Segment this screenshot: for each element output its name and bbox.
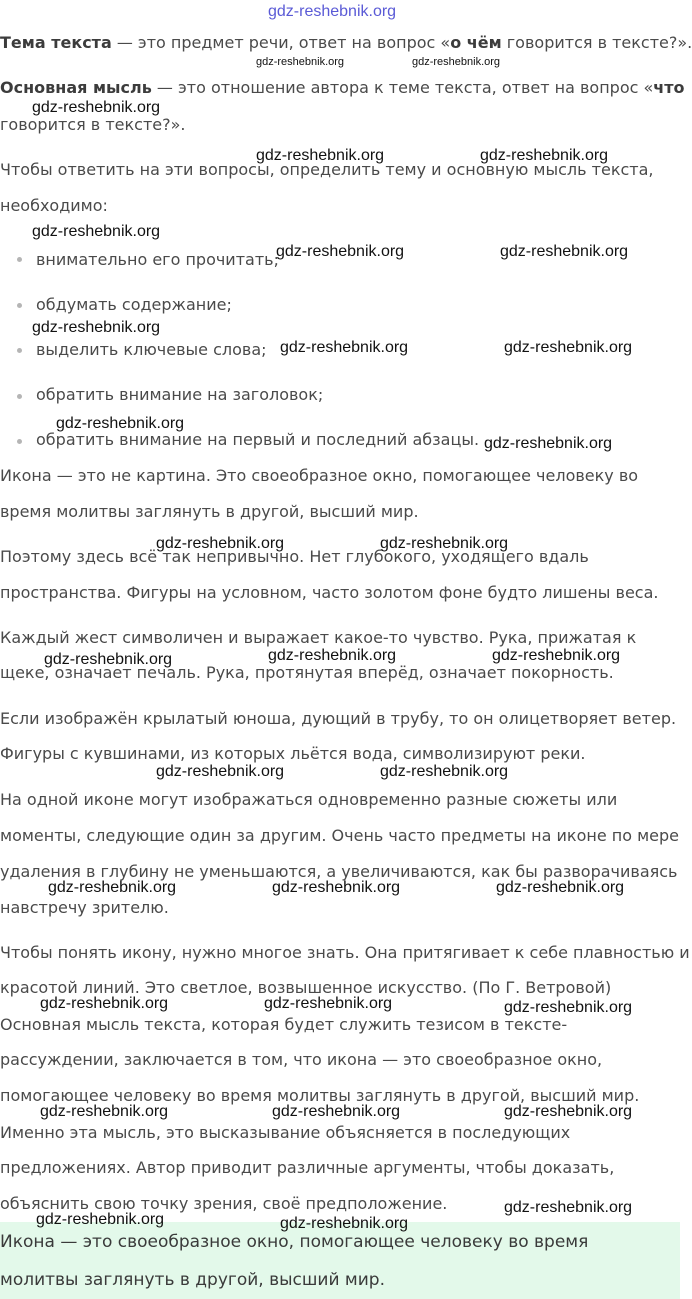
watermark: gdz-reshebnik.org: [268, 647, 397, 664]
text-line: Если изображён крылатый юноша, дующий в трубу, то он олицетворяет ветер.: [0, 709, 677, 728]
watermark: gdz-reshebnik.org: [272, 1103, 401, 1120]
watermark: gdz-reshebnik.org: [40, 1103, 169, 1120]
watermark: gdz-reshebnik.org: [504, 1199, 633, 1216]
watermark: gdz-reshebnik.org: [280, 1215, 409, 1232]
bullet-icon: [17, 257, 22, 262]
watermark: gdz-reshebnik.org: [492, 647, 621, 664]
intro-line: необходимо:: [0, 196, 108, 215]
watermark: gdz-reshebnik.org: [44, 651, 173, 668]
text-line: Каждый жест символичен и выражает какое-то чувство. Рука, прижатая к: [0, 628, 637, 647]
watermark: gdz-reshebnik.org: [276, 243, 405, 260]
analysis-line: Именно эта мысль, это высказывание объясняется в последующих: [0, 1123, 571, 1142]
topic-question: о чём: [450, 33, 502, 52]
bullet-icon: [17, 439, 22, 444]
watermark: gdz-reshebnik.org: [56, 415, 185, 432]
watermark: gdz-reshebnik.org: [504, 1103, 633, 1120]
watermark: gdz-reshebnik.org: [268, 3, 397, 20]
watermark: gdz-reshebnik.org: [32, 223, 161, 240]
list-item: внимательно его прочитать;: [36, 250, 279, 269]
watermark: gdz-reshebnik.org: [156, 535, 285, 552]
watermark: gdz-reshebnik.org: [40, 995, 169, 1012]
analysis-line: предложениях. Автор приводит различные аргументы, чтобы доказать,: [0, 1158, 615, 1177]
watermark: gdz-reshebnik.org: [32, 99, 161, 116]
text-line: удаления в глубину не уменьшаются, а увеличиваются, как бы разворачиваясь: [0, 862, 678, 881]
intro-line: Чтобы ответить на эти вопросы, определить тему и основную мысль текста,: [0, 160, 654, 179]
watermark: gdz-reshebnik.org: [256, 147, 385, 164]
text-line: На одной иконе могут изображаться одновременно разные сюжеты или: [0, 790, 618, 809]
text-line: пространства. Фигуры на условном, часто золотом фоне будто лишены веса.: [0, 583, 659, 602]
watermark: gdz-reshebnik.org: [272, 879, 401, 896]
text-line: Фигуры с кувшинами, из которых льётся вода, символизируют реки.: [0, 744, 586, 763]
watermark: gdz-reshebnik.org: [32, 319, 161, 336]
analysis-line: рассуждении, заключается в том, что икона — это своеобразное окно,: [0, 1050, 603, 1069]
watermark: gdz-reshebnik.org: [480, 147, 609, 164]
analysis-line: Основная мысль текста, которая будет служить тезисом в тексте-: [0, 1015, 568, 1034]
topic-term: Тема текста: [0, 33, 112, 52]
bullet-icon: [17, 348, 22, 353]
text-line: моменты, следующие один за другим. Очень часто предметы на иконе по мере: [0, 826, 679, 845]
list-item: обдумать содержание;: [36, 295, 232, 314]
watermark: gdz-reshebnik.org: [500, 243, 629, 260]
topic-definition: Тема текста — это предмет речи, ответ на вопрос «о чём говорится в тексте?».: [0, 33, 692, 52]
list-item: обратить внимание на заголовок;: [36, 385, 324, 404]
bullet-icon: [17, 303, 22, 308]
watermark: gdz-reshebnik.org: [264, 995, 393, 1012]
watermark: gdz-reshebnik.org: [380, 763, 509, 780]
bullet-icon: [17, 394, 22, 399]
text-line: щеке, означает печаль. Рука, протянутая вперёд, означает покорность.: [0, 663, 614, 682]
idea-term: Основная мысль: [0, 78, 152, 97]
watermark: gdz-reshebnik.org: [48, 879, 177, 896]
watermark: gdz-reshebnik.org: [496, 879, 625, 896]
watermark: gdz-reshebnik.org: [504, 339, 633, 356]
text-line: навстречу зрителю.: [0, 898, 169, 917]
analysis-line: объяснить свою точку зрения, своё предположение.: [0, 1194, 448, 1213]
analysis-line: помогающее человеку во время молитвы заглянуть в другой, высший мир.: [0, 1086, 640, 1105]
watermark: gdz-reshebnik.org: [256, 56, 345, 68]
idea-definition: Основная мысль — это отношение автора к теме текста, ответ на вопрос «что: [0, 78, 685, 97]
watermark: gdz-reshebnik.org: [504, 999, 633, 1016]
answer-line: Икона — это своеобразное окно, помогающее человеку во время: [0, 1232, 589, 1252]
text-line: время молитвы заглянуть в другой, высший мир.: [0, 502, 419, 521]
list-item: обратить внимание на первый и последний абзацы.: [36, 430, 480, 449]
watermark: gdz-reshebnik.org: [280, 339, 409, 356]
idea-question: что: [653, 78, 685, 97]
list-item: выделить ключевые слова;: [36, 340, 267, 359]
watermark: gdz-reshebnik.org: [484, 435, 613, 452]
watermark: gdz-reshebnik.org: [36, 1211, 165, 1228]
watermark: gdz-reshebnik.org: [412, 56, 501, 68]
text-line: Поэтому здесь всё так непривычно. Нет глубокого, уходящего вдаль: [0, 547, 589, 566]
text-line: красотой линий. Это светлое, возвышенное искусство. (По Г. Ветровой): [0, 978, 612, 997]
text-line: Чтобы понять икону, нужно многое знать. Она притягивает к себе плавностью и: [0, 943, 690, 962]
text-line: Икона — это не картина. Это своеобразное окно, помогающее человеку во: [0, 466, 639, 485]
idea-definition-end: говорится в тексте?».: [0, 115, 186, 134]
watermark: gdz-reshebnik.org: [380, 535, 509, 552]
answer-line: молитвы заглянуть в другой, высший мир.: [0, 1270, 385, 1290]
watermark: gdz-reshebnik.org: [156, 763, 285, 780]
